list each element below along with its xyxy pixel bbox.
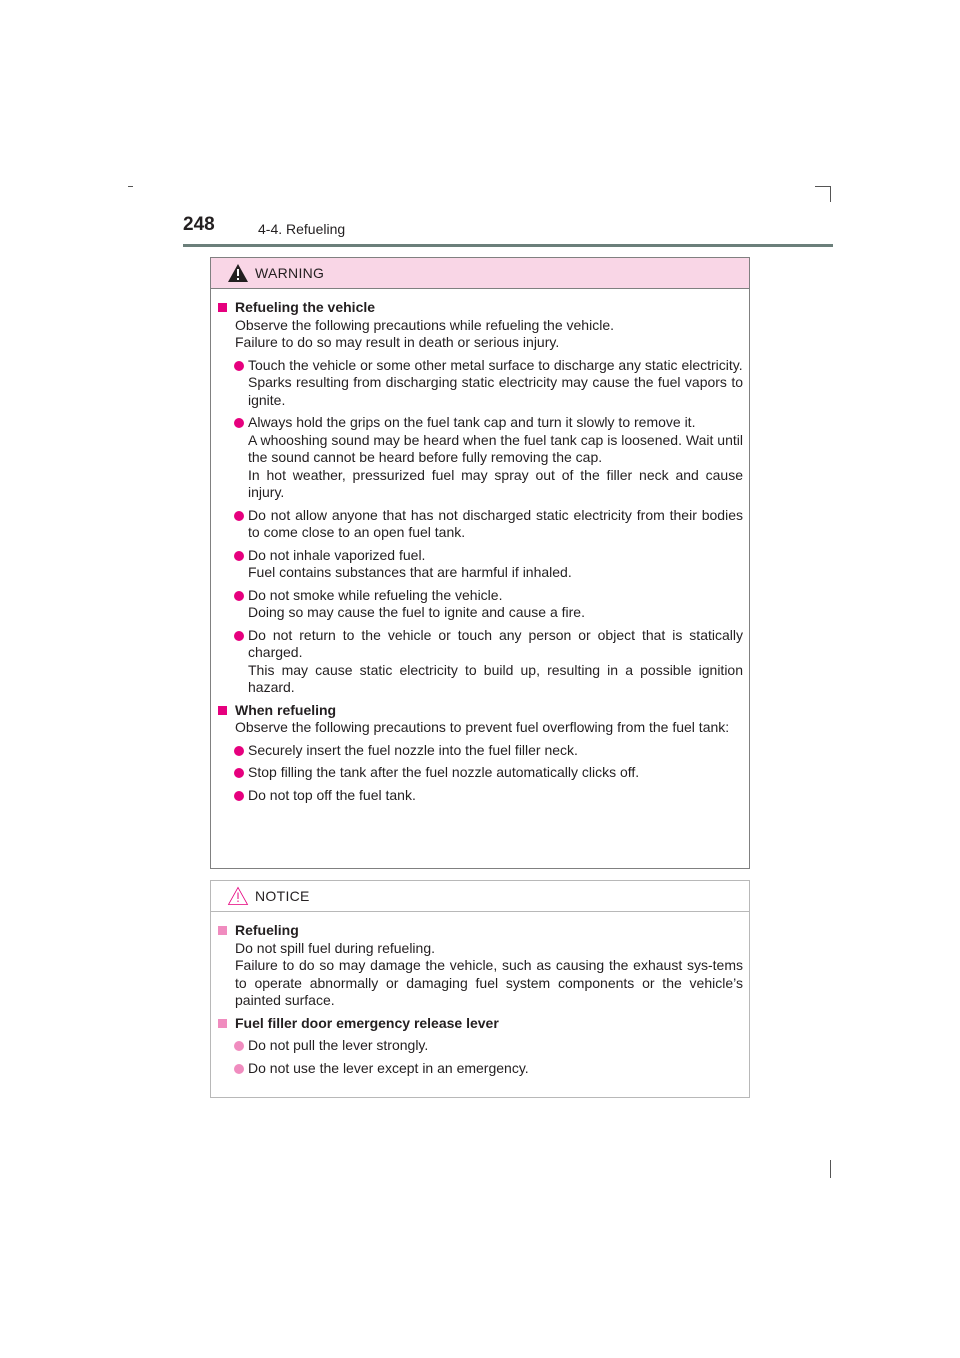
header-rule (183, 244, 833, 247)
bullet-item (217, 414, 743, 502)
circle-bullet-icon (234, 1041, 244, 1051)
crop-mark (830, 1160, 831, 1178)
circle-bullet-icon (234, 631, 244, 641)
bullet-text: Sparks resulting from discharging static electricity may cause the fuel vapors to ignite. (248, 374, 743, 408)
square-bullet-icon (218, 706, 227, 715)
section-heading (217, 299, 743, 317)
caution-triangle-icon (227, 886, 249, 906)
crop-mark (128, 186, 133, 187)
circle-bullet-icon (234, 418, 244, 428)
bullet-item (217, 357, 743, 410)
bullet-item (217, 587, 743, 622)
intro-line: Failure to do so may damage the vehicle, such as causing the exhaust sys-tems to operate abnormally or damaging fuel system components or the vehicle’s painted surface. (235, 957, 743, 1008)
bullet-item (217, 507, 743, 542)
crop-mark (830, 186, 831, 202)
section-intro (217, 317, 743, 352)
section-intro (217, 719, 743, 737)
bullet-item (217, 764, 743, 782)
notice-box (210, 880, 750, 1098)
bullet-text: Fuel contains substances that are harmful if inhaled. (248, 564, 572, 580)
section-heading-text: Refueling (235, 922, 299, 938)
warning-content (211, 289, 749, 804)
section-heading-text: When refueling (235, 701, 337, 718)
bullet-item (217, 547, 743, 582)
section-heading-text: Refueling the vehicle (235, 299, 376, 315)
bullet-item (217, 1060, 743, 1078)
bullet-item (217, 742, 743, 760)
section-heading (217, 702, 743, 720)
bullet-text: In hot weather, pressurized fuel may spray out of the filler neck and cause injury. (248, 466, 743, 500)
bullet-text: A whooshing sound may be heard when the fuel tank cap is loosened. Wait until the sound cannot be heard before fully removing the cap. (248, 431, 743, 465)
bullet-text: Do not top off the fuel tank. (248, 786, 416, 803)
square-bullet-icon (218, 1019, 227, 1028)
circle-bullet-icon (234, 591, 244, 601)
bullet-text: Always hold the grips on the fuel tank cap and turn it slowly to remove it. (248, 414, 696, 430)
circle-bullet-icon (234, 791, 244, 801)
bullet-text: Stop filling the tank after the fuel nozzle automatically clicks off. (248, 764, 640, 780)
section-heading-text: Fuel filler door emergency release lever (235, 1014, 499, 1031)
bullet-text: Touch the vehicle or some other metal surface to discharge any static electricity. (248, 356, 743, 373)
section-intro (217, 940, 743, 1010)
bullet-text: Do not smoke while refueling the vehicle. (248, 586, 503, 603)
bullet-item (217, 627, 743, 697)
bullet-text: Do not allow anyone that has not discharged static electricity from their bodies to come close to an open fuel tank. (248, 506, 743, 540)
warning-title: WARNING (255, 265, 325, 281)
circle-bullet-icon (234, 768, 244, 778)
bullet-text: Securely insert the fuel nozzle into the fuel filler neck. (248, 741, 578, 758)
square-bullet-icon (218, 926, 227, 935)
warning-triangle-icon (227, 263, 249, 283)
circle-bullet-icon (234, 1064, 244, 1074)
intro-line: Observe the following precautions to prevent fuel overflowing from the fuel tank: (235, 719, 730, 735)
intro-line: Failure to do so may result in death or serious injury. (235, 334, 560, 350)
bullet-text: Doing so may cause the fuel to ignite and cause a fire. (248, 604, 585, 620)
circle-bullet-icon (234, 511, 244, 521)
section-title: 4-4. Refueling (258, 221, 346, 237)
bullet-text: This may cause static electricity to build up, resulting in a possible ignition hazard. (248, 661, 743, 695)
square-bullet-icon (218, 303, 227, 312)
circle-bullet-icon (234, 746, 244, 756)
notice-content (211, 912, 749, 1077)
circle-bullet-icon (234, 361, 244, 371)
warning-header (211, 258, 749, 289)
bullet-text: Do not pull the lever strongly. (248, 1037, 429, 1053)
bullet-item (217, 787, 743, 805)
section-heading (217, 1015, 743, 1033)
circle-bullet-icon (234, 551, 244, 561)
bullet-text: Do not inhale vaporized fuel. (248, 546, 426, 563)
notice-title: NOTICE (255, 888, 310, 904)
crop-mark (815, 186, 831, 187)
bullet-text: Do not return to the vehicle or touch any person or object that is statically charged. (248, 626, 743, 660)
page-number: 248 (183, 214, 215, 235)
notice-header (211, 881, 749, 912)
warning-box (210, 257, 750, 869)
intro-line: Do not spill fuel during refueling. (235, 939, 436, 956)
section-heading (217, 922, 743, 940)
bullet-item (217, 1037, 743, 1055)
intro-line: Observe the following precautions while refueling the vehicle. (235, 316, 614, 333)
bullet-text: Do not use the lever except in an emergency. (248, 1059, 529, 1076)
